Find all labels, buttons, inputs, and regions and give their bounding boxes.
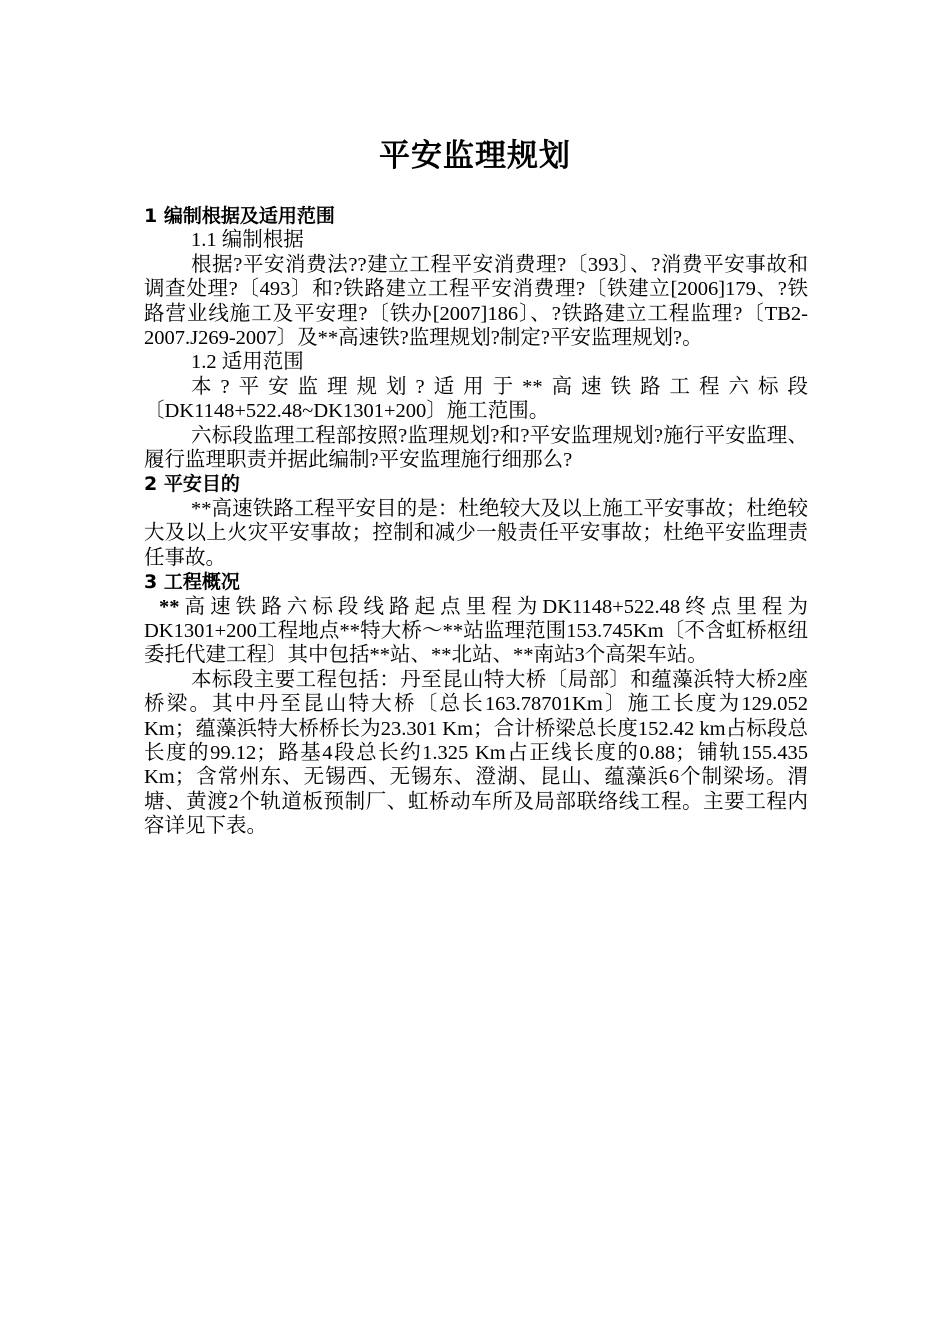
document-title: 平安监理规划 — [379, 138, 571, 174]
bold-asterisks: ** — [159, 595, 180, 618]
document-body — [144, 204, 808, 839]
paragraph-project-overview-text: 高速铁路六标段线路起点里程为DK1148+522.48终点里程为DK1301+200工程地点**特大桥～**站监理范围153.745Km〔不含虹桥枢纽委托代建工程〕其中包括**站、**北站、**南站3个高架车站。 — [144, 595, 808, 667]
paragraph-scope-line-2: 〔DK1148+522.48~DK1301+200〕施工范围。 — [144, 400, 550, 423]
paragraph-basis: 根据?平安消费法??建立工程平安消费理?〔393〕、?消费平安事故和调查处理?〔493〕和?铁路建立工程平安消费理?〔铁建立[2006]179、?铁路营业线施工及平安理?〔铁办[2007]186〕、?铁路建立工程监理?〔TB2-2007.J269-2007〕及**高速铁?监理规划?制定?平安监理规划?。 — [144, 253, 808, 350]
subsection-heading-1-1: 1.1 编制根据 — [191, 229, 304, 252]
paragraph-safety-goal: **高速铁路工程平安目的是：杜绝较大及以上施工平安事故；杜绝较大及以上火灾平安事故；控制和减少一般责任平安事故；杜绝平安监理责任事故。 — [144, 497, 808, 569]
paragraph-scope-implementation: 六标段监理工程部按照?监理规划?和?平安监理规划?施行平安监理、履行监理职责并据此编制?平安监理施行细那么? — [144, 424, 808, 472]
paragraph-project-overview — [144, 595, 808, 668]
paragraph-scope-line-1: 本?平安监理规划?适用于**高速铁路工程六标段 — [191, 375, 808, 398]
section-heading-1: 1 编制根据及适用范围 — [144, 205, 335, 227]
paragraph-main-works: 本标段主要工程包括：丹至昆山特大桥〔局部〕和蕴藻浜特大桥2座桥梁。其中丹至昆山特大桥〔总长163.78701Km〕施工长度为129.052 Km；蕴藻浜特大桥桥长为23.301 Km；合计桥梁总长度152.42 km占标段总长度的99.12；路基4段总长约1.325 Km占正线长度的0.88；铺轨155.435 Km；含常州东、无锡西、无锡东、澄湖、昆山、蕴藻浜6个制梁场。渭塘、黄渡2个轨道板预制厂、虹桥动车所及局部联络线工程。主要工程内容详见下表。 — [144, 668, 808, 838]
subsection-heading-1-2: 1.2 适用范围 — [191, 351, 304, 374]
section-heading-2: 2 平安目的 — [144, 473, 240, 496]
section-heading-3: 3 工程概况 — [144, 571, 240, 594]
